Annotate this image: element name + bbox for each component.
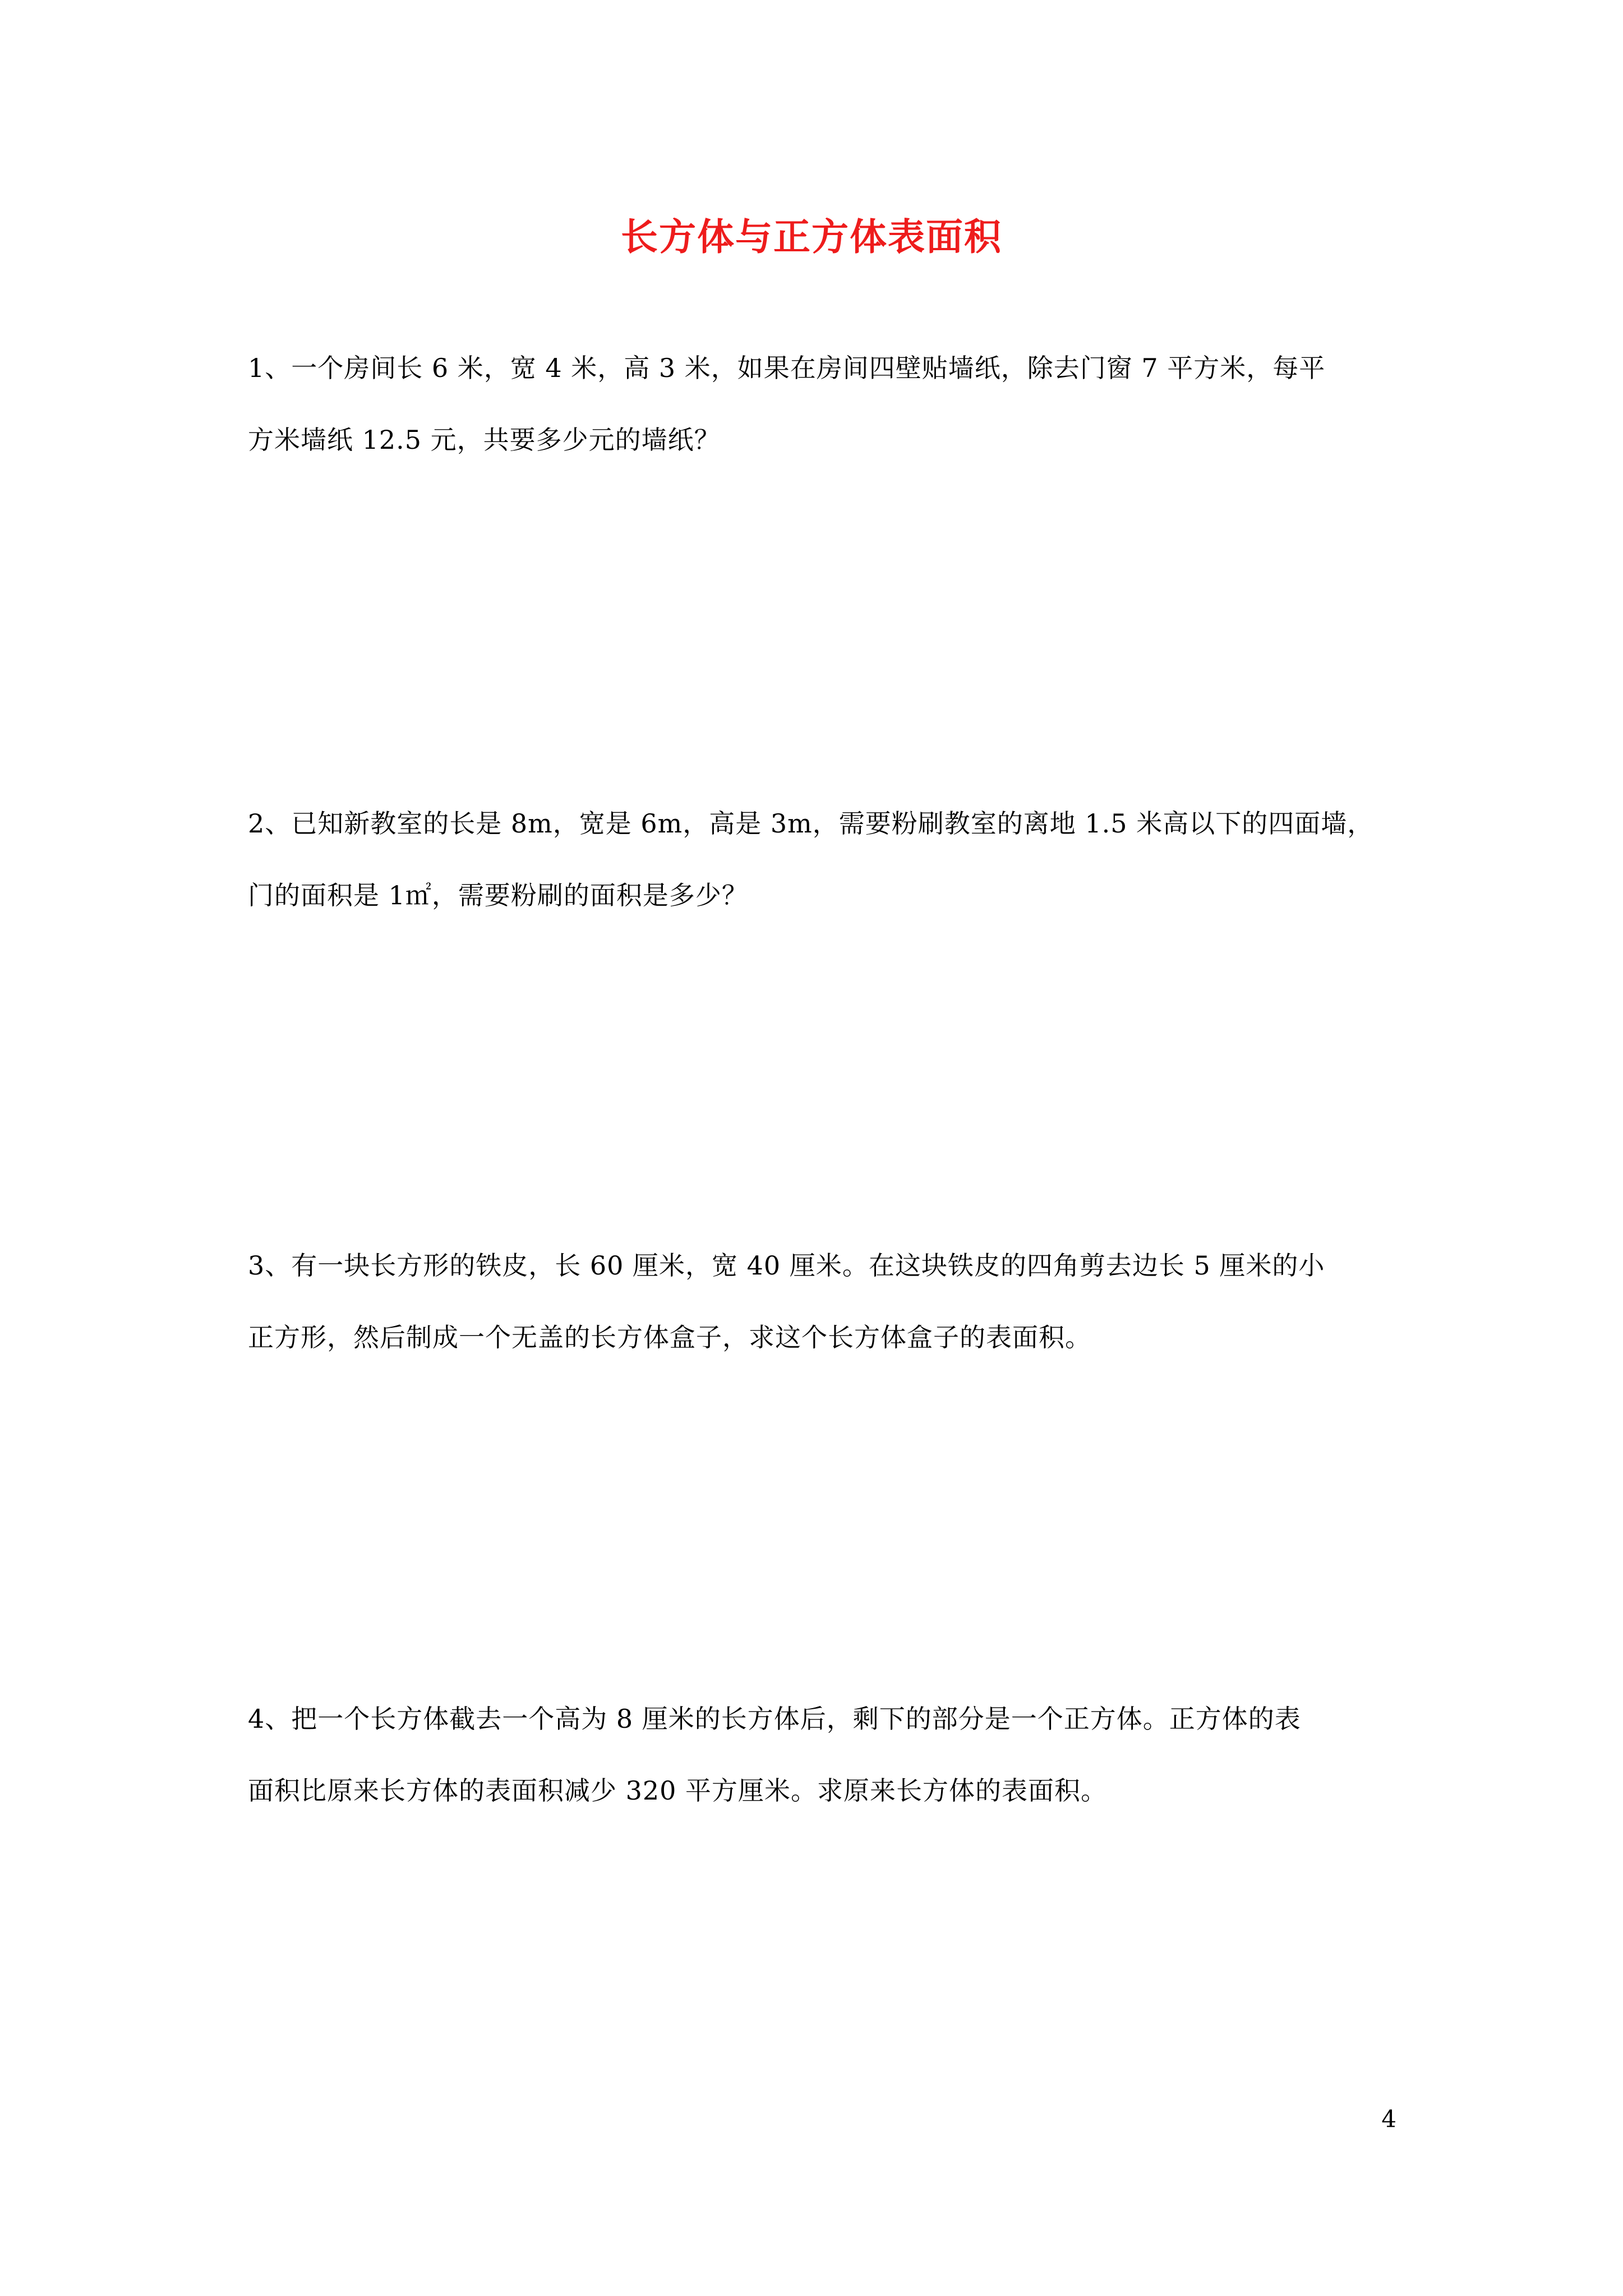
question-3-line-2: 正方形，然后制成一个无盖的长方体盒子，求这个长方体盒子的表面积。: [248, 1322, 1091, 1352]
page-number: 4: [1381, 2105, 1396, 2133]
question-2-line-2: 门的面积是 1㎡，需要粉刷的面积是多少？: [248, 880, 748, 910]
question-2-line-1: 2、已知新教室的长是 8m，宽是 6m，高是 3m，需要粉刷教室的离地 1.5 米高以下的四面墙，: [248, 808, 1374, 839]
question-3: [248, 1230, 1386, 1373]
page-title: 长方体与正方体表面积: [621, 215, 1002, 259]
question-4-line-1: 4、把一个长方体截去一个高为 8 厘米的长方体后，剩下的部分是一个正方体。正方体的表: [248, 1704, 1301, 1734]
question-2: [248, 788, 1386, 931]
question-1-line-2: 方米墙纸 12.5 元，共要多少元的墙纸？: [248, 425, 721, 455]
question-4: [248, 1683, 1386, 1826]
question-1-line-1: 1、一个房间长 6 米，宽 4 米，高 3 米，如果在房间四壁贴墙纸，除去门窗 7 平方米，每平: [248, 353, 1326, 383]
question-4-line-2: 面积比原来长方体的表面积减少 320 平方厘米。求原来长方体的表面积。: [248, 1775, 1108, 1806]
question-1: [248, 332, 1386, 476]
question-3-line-1: 3、有一块长方形的铁皮，长 60 厘米，宽 40 厘米。在这块铁皮的四角剪去边长 5 厘米的小: [248, 1250, 1325, 1281]
